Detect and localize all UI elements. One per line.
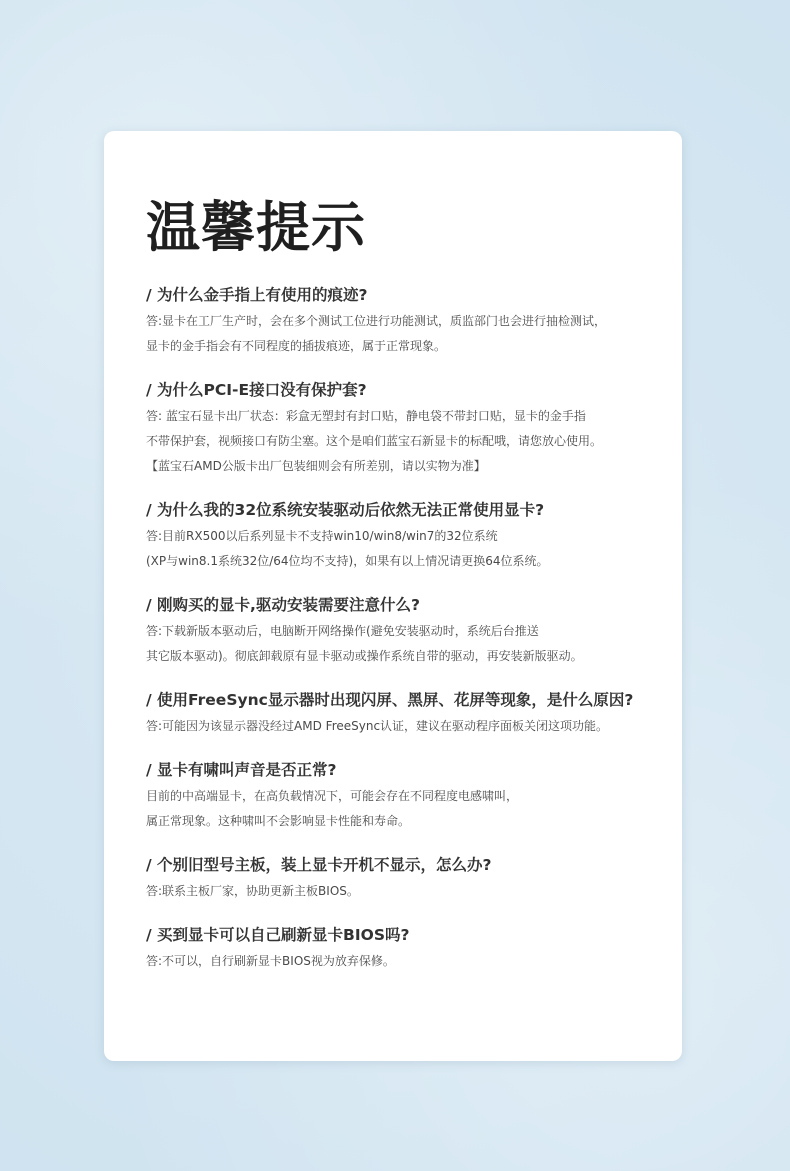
answer-line: 【蓝宝石AMD公版卡出厂包装细则会有所差别，请以实物为准】 bbox=[146, 459, 486, 473]
answer-line: 答: 蓝宝石显卡出厂状态：彩盒无塑封有封口贴，静电袋不带封口贴，显卡的金手指 bbox=[146, 409, 586, 423]
question: / 刚购买的显卡,驱动安装需要注意什么? bbox=[146, 596, 420, 614]
question: / 为什么我的32位系统安装驱动后依然无法正常使用显卡? bbox=[146, 501, 545, 519]
qa-item bbox=[146, 853, 666, 904]
answer-line: 答:下载新版本驱动后，电脑断开网络操作(避免安装驱动时，系统后台推送 bbox=[146, 624, 539, 638]
answer-line: 其它版本驱动)。彻底卸载原有显卡驱动或操作系统自带的驱动，再安装新版驱动。 bbox=[146, 649, 583, 663]
qa-list bbox=[146, 283, 666, 993]
answer-line: 答:不可以，自行刷新显卡BIOS视为放弃保修。 bbox=[146, 954, 395, 968]
answer-line: 属正常现象。这种啸叫不会影响显卡性能和寿命。 bbox=[146, 814, 411, 828]
answer-line: 答:联系主板厂家，协助更新主板BIOS。 bbox=[146, 884, 359, 898]
question: / 使用FreeSync显示器时出现闪屏、黑屏、花屏等现象，是什么原因? bbox=[146, 691, 634, 709]
question: / 显卡有啸叫声音是否正常? bbox=[146, 761, 337, 779]
qa-item bbox=[146, 378, 666, 479]
answer-line: 答:可能因为该显示器没经过AMD FreeSync认证，建议在驱动程序面板关闭这项功能。 bbox=[146, 719, 609, 733]
qa-item bbox=[146, 498, 666, 574]
qa-item bbox=[146, 593, 666, 669]
question: / 买到显卡可以自己刷新显卡BIOS吗? bbox=[146, 926, 410, 944]
answer-line: 不带保护套，视频接口有防尘塞。这个是咱们蓝宝石新显卡的标配哦，请您放心使用。 bbox=[146, 434, 603, 448]
qa-item bbox=[146, 688, 666, 739]
tips-card bbox=[104, 131, 682, 1061]
question: / 个别旧型号主板，装上显卡开机不显示，怎么办? bbox=[146, 856, 492, 874]
answer-line: 目前的中高端显卡，在高负载情况下，可能会存在不同程度电感啸叫， bbox=[146, 789, 519, 803]
qa-item bbox=[146, 758, 666, 834]
answer-line: 显卡的金手指会有不同程度的插拔痕迹，属于正常现象。 bbox=[146, 339, 447, 353]
question: / 为什么PCI-E接口没有保护套? bbox=[146, 381, 367, 399]
qa-item bbox=[146, 923, 666, 974]
qa-item bbox=[146, 283, 666, 359]
answer-line: 答:显卡在工厂生产时，会在多个测试工位进行功能测试，质监部门也会进行抽检测试， bbox=[146, 314, 607, 328]
answer-line: 答:目前RX500以后系列显卡不支持win10/win8/win7的32位系统 bbox=[146, 529, 498, 543]
answer-line: (XP与win8.1系统32位/64位均不支持)，如果有以上情况请更换64位系统。 bbox=[146, 554, 549, 568]
question: / 为什么金手指上有使用的痕迹? bbox=[146, 286, 368, 304]
page-title: 温馨提示 bbox=[146, 196, 366, 259]
